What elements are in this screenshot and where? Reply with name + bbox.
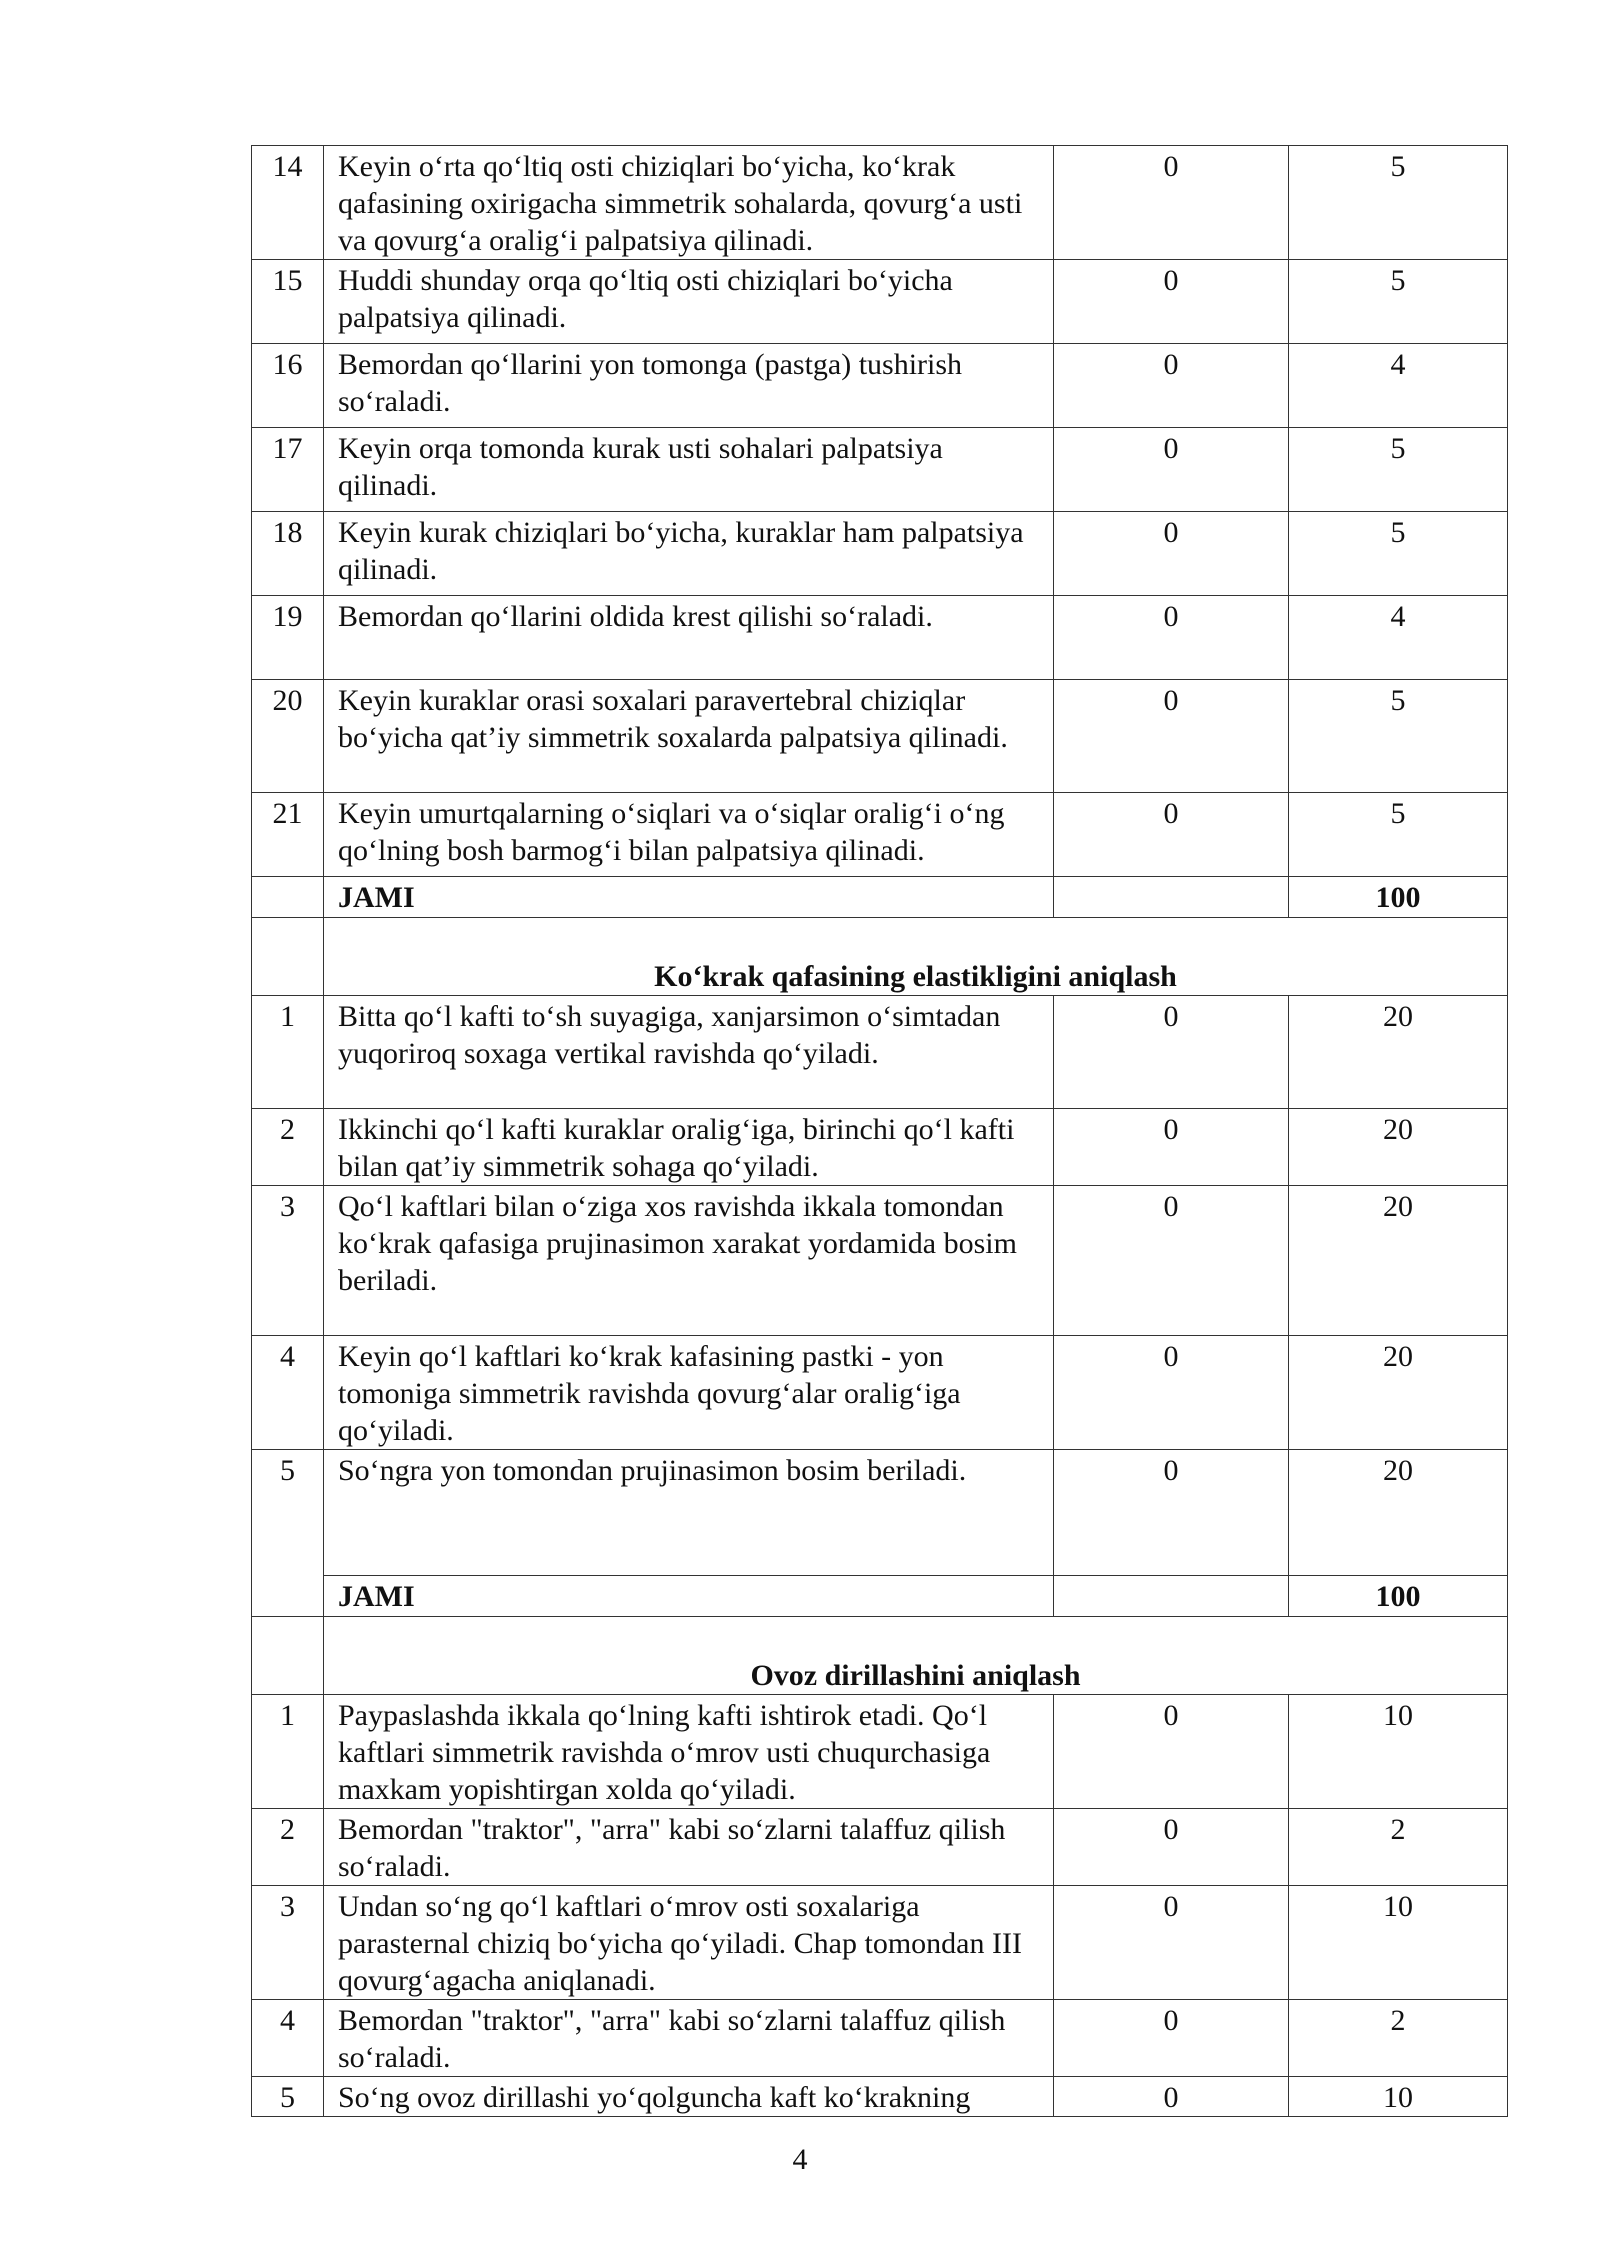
row-number: 16 <box>252 344 324 428</box>
row-number: 1 <box>252 996 324 1109</box>
total-empty-cell <box>1054 877 1289 918</box>
row-text: Keyin o‘rta qo‘ltiq osti chiziqlari bo‘yicha, ko‘krak qafasining oxirigacha simmetrik sohalarda, qovurg‘a usti va qovurg‘a oralig‘i palpatsiya qilinadi. <box>324 146 1054 260</box>
total-value: 100 <box>1289 1576 1508 1617</box>
row-number: 2 <box>252 1109 324 1186</box>
table-row <box>252 996 1508 1109</box>
row-min-score: 0 <box>1054 680 1289 793</box>
section-number-cell <box>252 1617 324 1695</box>
row-min-score: 0 <box>1054 1450 1289 1576</box>
table-row <box>252 1336 1508 1450</box>
row-max-score: 20 <box>1289 1186 1508 1336</box>
row-max-score: 10 <box>1289 1695 1508 1809</box>
table-row <box>252 596 1508 680</box>
table-row <box>252 512 1508 596</box>
row-text: So‘ng ovoz dirillashi yo‘qolguncha kaft ko‘krakning <box>324 2077 1054 2117</box>
row-min-score: 0 <box>1054 1695 1289 1809</box>
table-row <box>252 1809 1508 1886</box>
row-min-score: 0 <box>1054 2000 1289 2077</box>
row-max-score: 20 <box>1289 1450 1508 1576</box>
table-row <box>252 428 1508 512</box>
row-number: 3 <box>252 1186 324 1336</box>
row-min-score: 0 <box>1054 1336 1289 1450</box>
total-label: JAMI <box>324 877 1054 918</box>
row-max-score: 5 <box>1289 512 1508 596</box>
row-number: 17 <box>252 428 324 512</box>
row-min-score: 0 <box>1054 1186 1289 1336</box>
row-min-score: 0 <box>1054 996 1289 1109</box>
table-row <box>252 1886 1508 2000</box>
table-row <box>252 344 1508 428</box>
table-row <box>252 2077 1508 2117</box>
total-row <box>252 1576 1508 1617</box>
row-max-score: 10 <box>1289 1886 1508 2000</box>
row-min-score: 0 <box>1054 596 1289 680</box>
section-number-cell <box>252 918 324 996</box>
row-text: Qo‘l kaftlari bilan o‘ziga xos ravishda ikkala tomondan ko‘krak qafasiga prujinasimon xarakat yordamida bosim beriladi. <box>324 1186 1054 1336</box>
row-text: So‘ngra yon tomondan prujinasimon bosim beriladi. <box>324 1450 1054 1576</box>
row-max-score: 20 <box>1289 1336 1508 1450</box>
row-min-score: 0 <box>1054 512 1289 596</box>
row-number: 20 <box>252 680 324 793</box>
row-number: 4 <box>252 1336 324 1450</box>
row-number: 18 <box>252 512 324 596</box>
section-title: Ko‘krak qafasining elastikligini aniqlash <box>324 918 1508 996</box>
total-number-cell <box>252 877 324 918</box>
table-row <box>252 1450 1508 1576</box>
row-min-score: 0 <box>1054 2077 1289 2117</box>
row-text: Bemordan "traktor", "arra" kabi so‘zlarni talaffuz qilish so‘raladi. <box>324 1809 1054 1886</box>
row-text: Bitta qo‘l kafti to‘sh suyagiga, xanjarsimon o‘simtadan yuqoriroq soxaga vertikal ravishda qo‘yiladi. <box>324 996 1054 1109</box>
row-text: Keyin kurak chiziqlari bo‘yicha, kuraklar ham palpatsiya qilinadi. <box>324 512 1054 596</box>
table-row <box>252 680 1508 793</box>
row-text: Keyin umurtqalarning o‘siqlari va o‘siqlar oralig‘i o‘ng qo‘lning bosh barmog‘i bilan palpatsiya qilinadi. <box>324 793 1054 877</box>
total-label: JAMI <box>324 1576 1054 1617</box>
row-number: 4 <box>252 2000 324 2077</box>
row-max-score: 5 <box>1289 793 1508 877</box>
table-row <box>252 1186 1508 1336</box>
row-min-score: 0 <box>1054 146 1289 260</box>
row-min-score: 0 <box>1054 793 1289 877</box>
table-row <box>252 1109 1508 1186</box>
row-number: 5 <box>252 2077 324 2117</box>
section-title: Ovoz dirillashini aniqlash <box>324 1617 1508 1695</box>
row-text: Ikkinchi qo‘l kafti kuraklar oralig‘iga, birinchi qo‘l kafti bilan qat’iy simmetrik sohaga qo‘yiladi. <box>324 1109 1054 1186</box>
page-number: 4 <box>792 2143 808 2176</box>
row-text: Keyin kuraklar orasi soxalari paravertebral chiziqlar bo‘yicha qat’iy simmetrik soxalarda palpatsiya qilinadi. <box>324 680 1054 793</box>
row-text: Huddi shunday orqa qo‘ltiq osti chiziqlari bo‘yicha palpatsiya qilinadi. <box>324 260 1054 344</box>
row-text: Bemordan qo‘llarini yon tomonga (pastga) tushirish so‘raladi. <box>324 344 1054 428</box>
total-row <box>252 877 1508 918</box>
table-row <box>252 1695 1508 1809</box>
row-text: Keyin orqa tomonda kurak usti sohalari palpatsiya qilinadi. <box>324 428 1054 512</box>
table-row <box>252 146 1508 260</box>
row-number: 3 <box>252 1886 324 2000</box>
row-min-score: 0 <box>1054 1886 1289 2000</box>
row-max-score: 2 <box>1289 2000 1508 2077</box>
row-min-score: 0 <box>1054 1809 1289 1886</box>
table-row <box>252 793 1508 877</box>
table-row <box>252 2000 1508 2077</box>
row-number: 21 <box>252 793 324 877</box>
row-text: Paypaslashda ikkala qo‘lning kafti ishtirok etadi. Qo‘l kaftlari simmetrik ravishda o‘mrov usti chuqurchasiga maxkam yopishtirgan xolda qo‘yiladi. <box>324 1695 1054 1809</box>
row-min-score: 0 <box>1054 1109 1289 1186</box>
row-max-score: 5 <box>1289 428 1508 512</box>
section-header-row <box>252 918 1508 996</box>
row-max-score: 2 <box>1289 1809 1508 1886</box>
row-number: 5 <box>252 1450 324 1576</box>
row-text: Bemordan qo‘llarini oldida krest qilishi so‘raladi. <box>324 596 1054 680</box>
table-row <box>252 260 1508 344</box>
row-number: 15 <box>252 260 324 344</box>
row-number: 19 <box>252 596 324 680</box>
total-empty-cell <box>1054 1576 1289 1617</box>
row-text: Undan so‘ng qo‘l kaftlari o‘mrov osti soxalariga parasternal chiziq bo‘yicha qo‘yiladi. Chap tomondan III qovurg‘agacha aniqlanadi. <box>324 1886 1054 2000</box>
row-max-score: 5 <box>1289 680 1508 793</box>
row-min-score: 0 <box>1054 344 1289 428</box>
row-number: 14 <box>252 146 324 260</box>
total-number-cell <box>252 1576 324 1617</box>
row-max-score: 5 <box>1289 146 1508 260</box>
row-number: 1 <box>252 1695 324 1809</box>
total-value: 100 <box>1289 877 1508 918</box>
row-max-score: 20 <box>1289 996 1508 1109</box>
row-max-score: 4 <box>1289 344 1508 428</box>
row-number: 2 <box>252 1809 324 1886</box>
row-text: Bemordan "traktor", "arra" kabi so‘zlarni talaffuz qilish so‘raladi. <box>324 2000 1054 2077</box>
checklist-table <box>251 145 1508 2117</box>
row-max-score: 20 <box>1289 1109 1508 1186</box>
row-text: Keyin qo‘l kaftlari ko‘krak kafasining pastki - yon tomoniga simmetrik ravishda qovurg‘alar oralig‘iga qo‘yiladi. <box>324 1336 1054 1450</box>
row-max-score: 10 <box>1289 2077 1508 2117</box>
row-min-score: 0 <box>1054 260 1289 344</box>
row-max-score: 4 <box>1289 596 1508 680</box>
row-max-score: 5 <box>1289 260 1508 344</box>
row-min-score: 0 <box>1054 428 1289 512</box>
section-header-row <box>252 1617 1508 1695</box>
